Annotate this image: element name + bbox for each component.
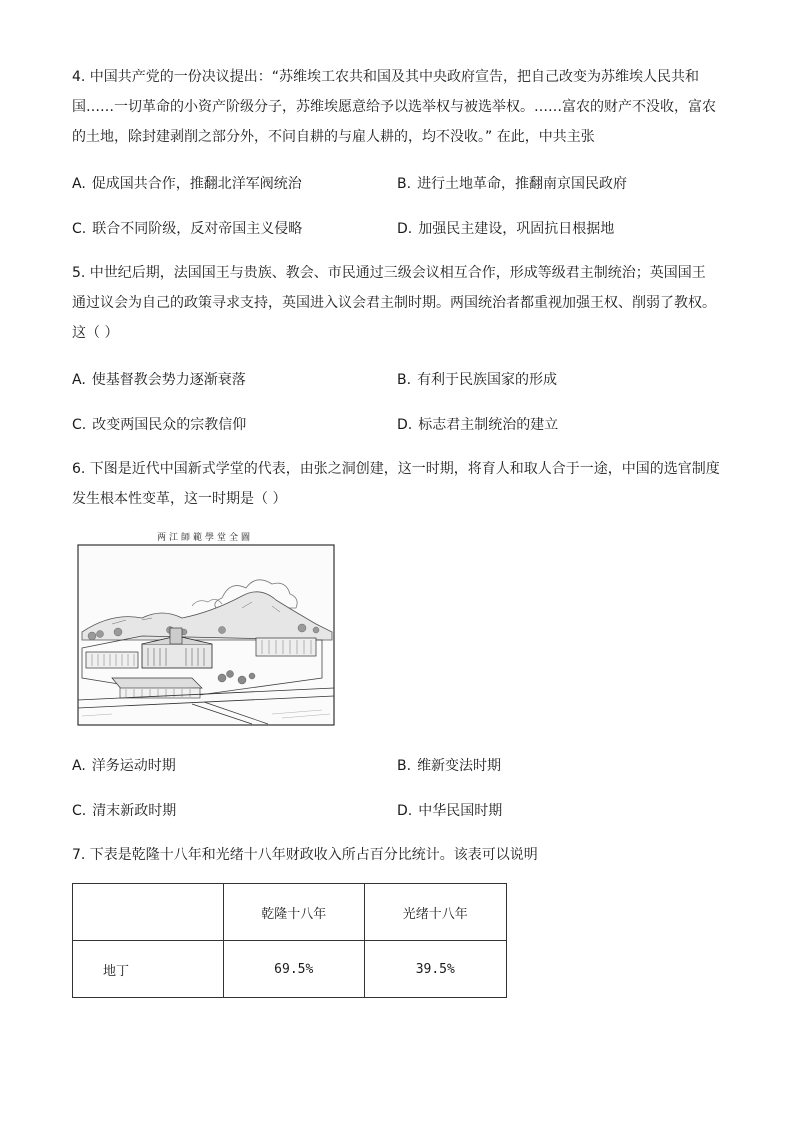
option-letter: C. <box>72 417 87 433</box>
table-cell: 69.5% <box>223 941 364 998</box>
question-5-option-a[interactable] <box>72 370 246 390</box>
option-text: 中华民国时期 <box>418 803 503 819</box>
question-7-line-1: 7. 下表是乾隆十八年和光绪十八年财政收入所占百分比统计。该表可以说明 <box>72 847 538 863</box>
question-6-option-b[interactable] <box>397 756 501 776</box>
question-5-option-b[interactable] <box>397 370 557 390</box>
option-letter: A. <box>72 758 86 774</box>
option-text: 标志君主制统治的建立 <box>418 417 559 433</box>
option-text: 洋务运动时期 <box>91 758 176 774</box>
table-header-cell: 光绪十八年 <box>364 884 506 941</box>
option-text: 使基督教会势力逐渐衰落 <box>91 372 246 388</box>
table-cell: 39.5% <box>364 941 506 998</box>
question-6-option-c[interactable] <box>72 801 176 821</box>
question-4-option-b[interactable] <box>397 174 627 194</box>
option-letter: B. <box>397 758 412 774</box>
option-text: 促成国共合作，推翻北洋军阀统治 <box>91 176 302 192</box>
question-6-line-2: 发生根本性变革，这一时期是（ ） <box>72 491 287 507</box>
option-text: 进行土地革命，推翻南京国民政府 <box>417 176 628 192</box>
question-5-option-c[interactable] <box>72 415 246 435</box>
school-illustration <box>72 528 338 728</box>
question-4-option-a[interactable] <box>72 174 302 194</box>
question-6-option-d[interactable] <box>397 801 502 821</box>
question-5-line-3: 这（ ） <box>72 325 119 341</box>
option-letter: D. <box>397 221 413 237</box>
question-7-stem <box>72 840 732 870</box>
question-6-line-1: 6. 下图是近代中国新式学堂的代表，由张之洞创建，这一时期，将育人和取人合于一途，中国的选官制度 <box>72 461 720 477</box>
option-letter: A. <box>72 176 86 192</box>
question-4-line-2: 国……一切革命的小资产阶级分子，苏维埃愿意给予以选举权与被选举权。……富农的财产不没收，富农 <box>72 99 716 115</box>
question-5-line-1: 5. 中世纪后期，法国国王与贵族、教会、市民通过三级会议相互合作，形成等级君主制统治；英国国王 <box>72 265 706 281</box>
figure-caption: 两江師範學堂全圖 <box>156 533 254 543</box>
question-6-stem <box>72 454 732 514</box>
table-header-cell: 乾隆十八年 <box>223 884 364 941</box>
question-6-option-a[interactable] <box>72 756 176 776</box>
question-4-stem <box>72 62 732 152</box>
question-5-option-d[interactable] <box>397 415 558 435</box>
option-text: 加强民主建设，巩固抗日根据地 <box>418 221 615 237</box>
question-5-stem <box>72 258 732 348</box>
question-4-line-1: 4. 中国共产党的一份决议提出：“苏维埃工农共和国及其中央政府宣告，把自己改变为苏维埃人民共和 <box>72 69 700 85</box>
option-letter: D. <box>397 417 413 433</box>
question-5-line-2: 通过议会为自己的政策寻求支持，英国进入议会君主制时期。两国统治者都重视加强王权、削弱了教权。 <box>72 295 716 311</box>
table-header-row <box>73 884 507 941</box>
table-cell: 地丁 <box>73 941 224 998</box>
option-text: 维新变法时期 <box>417 758 502 774</box>
question-4-option-c[interactable] <box>72 219 302 239</box>
option-letter: A. <box>72 372 86 388</box>
option-text: 清末新政时期 <box>92 803 177 819</box>
option-text: 有利于民族国家的形成 <box>417 372 558 388</box>
question-4-option-d[interactable] <box>397 219 614 239</box>
option-letter: D. <box>397 803 413 819</box>
option-letter: B. <box>397 176 412 192</box>
option-letter: C. <box>72 221 87 237</box>
option-text: 改变两国民众的宗教信仰 <box>92 417 247 433</box>
option-letter: B. <box>397 372 412 388</box>
question-4-line-3: 的土地，除封建剥削之部分外，不问自耕的与雇人耕的，均不没收。” 在此，中共主张 <box>72 129 595 145</box>
school-engraving-image <box>72 528 338 728</box>
option-letter: C. <box>72 803 87 819</box>
revenue-percentage-table <box>72 883 507 998</box>
table-header-cell <box>73 884 224 941</box>
option-text: 联合不同阶级，反对帝国主义侵略 <box>92 221 303 237</box>
table-row <box>73 941 507 998</box>
